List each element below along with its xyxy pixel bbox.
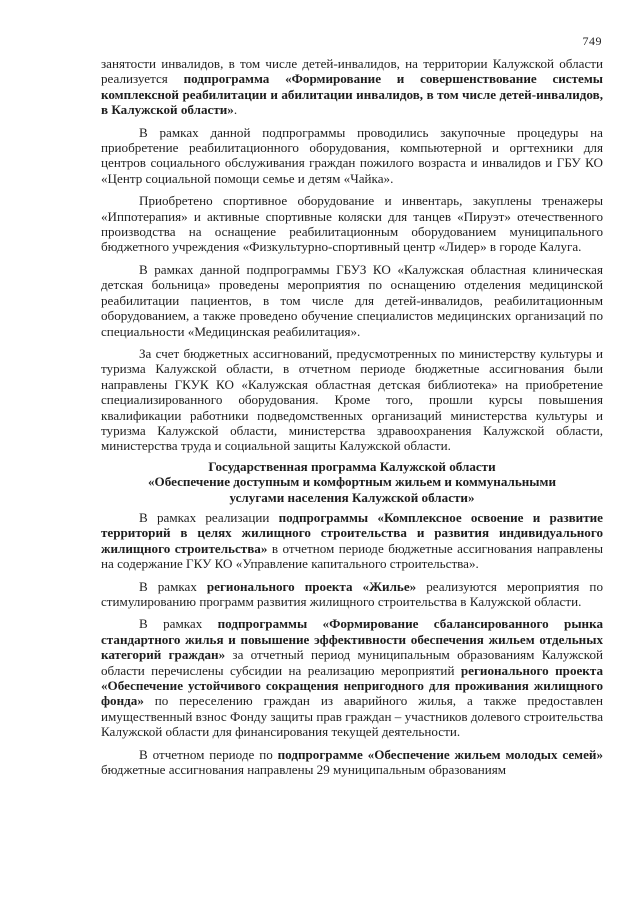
- paragraph-young-families: [101, 747, 603, 778]
- text-run: В рамках данной подпрограммы ГБУЗ КО «Калужская областная клиническая детская больница» проведены мероприятия по оснащению отделения медицинской реабилитации пациентов, в том числе для детей-инвалидов, реабилитационным оборудованием, а также проведено обучение специалистов медицинских организаций по специальности «Медицинская реабилитация».: [101, 261, 603, 339]
- heading-line: «Обеспечение доступным и комфортным жильем и коммунальными: [148, 474, 556, 490]
- paragraph-childrens-hospital: [101, 262, 603, 339]
- text-run: по переселению граждан из аварийного жилья, а также предоставлен имущественный взнос Фонду защиты прав граждан – участников долевого строительства Калужской области для финансирования текущей деятельности.: [101, 693, 603, 740]
- text-run: занятости инвалидов, в том числе детей-инвалидов, на территории Калужской области реализуется: [101, 56, 603, 87]
- paragraph-culture-ministry: [101, 346, 603, 454]
- bold-subprogram-rehabilitation: подпрограмма «Формирование и совершенствование системы комплексной реабилитации и абилитации инвалидов, в том числе детей-инвалидов, в Калужской области»: [101, 71, 604, 118]
- bold-regional-project-unfit-housing: регионального проекта «Обеспечение устойчивого сокращения непригодного для проживания жилищного фонда»: [101, 662, 603, 709]
- text-run: В рамках: [139, 616, 218, 632]
- paragraph-housing-market: [101, 616, 603, 739]
- bold-subprogram-territories: подпрограммы «Комплексное освоение и развитие территорий в целях жилищного строительства и развития индивидуального жилищного строительства»: [101, 509, 603, 556]
- text-run: бюджетные ассигнования направлены 29 муниципальным образованиям: [101, 762, 507, 778]
- text-run: В рамках реализации: [139, 509, 279, 525]
- text-run: В рамках данной подпрограммы проводились закупочные процедуры на приобретение реабилитационного оборудования, компьютерной и оргтехники для центров социального обслуживания граждан пожилого возраста и инвалидов и ГБУ КО «Центр социальной помощи семье и детям «Чайка».: [101, 124, 603, 186]
- section-heading-housing-program: [101, 459, 603, 505]
- paragraph-procurement: [101, 125, 603, 187]
- text-run: В отчетном периоде по: [139, 746, 278, 762]
- document-body: [101, 56, 603, 784]
- bold-regional-project-housing: регионального проекта «Жилье»: [206, 578, 417, 594]
- text-run: в отчетном периоде бюджетные ассигнования направлены на содержание ГКУ КО «Управление капитального строительства».: [101, 540, 603, 572]
- paragraph-disability-employment: [101, 56, 603, 118]
- text-run: В рамках: [139, 578, 207, 594]
- text-run: Приобретено спортивное оборудование и инвентарь, закуплены тренажеры «Иппотерапия» и активные спортивные коляски для танцев «Пируэт» отечественного производства на оснащение реабилитационным оборудованием муниципального бюджетного учреждения «Физкультурно-спортивный центр «Лидер» в городе Калуга.: [101, 193, 603, 255]
- text-run: реализуются мероприятия по стимулированию программ развития жилищного строительства в Калужской области.: [101, 578, 603, 609]
- bold-subprogram-housing-market: подпрограммы «Формирование сбалансированного рынка стандартного жилья и повышение эффективности обеспечения жильем отдельных категорий граждан»: [101, 616, 603, 663]
- text-run: за отчетный период муниципальным образованиям Калужской области перечислены субсидии на реализацию мероприятий: [101, 647, 603, 678]
- paragraph-sports-equipment: [101, 193, 603, 255]
- paragraph-territory-development: [101, 510, 603, 572]
- heading-line: услугами населения Калужской области»: [229, 489, 475, 505]
- page-number: 749: [582, 34, 602, 48]
- bold-subprogram-young-families: подпрограмме «Обеспечение жильем молодых семей»: [277, 746, 603, 762]
- paragraph-housing-project: [101, 579, 603, 610]
- text-run: .: [233, 102, 238, 118]
- text-run: За счет бюджетных ассигнований, предусмотренных по министерству культуры и туризма Калужской области, в отчетном периоде бюджетные ассигнования были направлены ГКУК КО «Калужская областная детская библиотека» на приобретение специализированного оборудования. Кроме того, прошли курсы повышения квалификации работники подведомственных организаций министерства культуры и туризма Калужской области, министерства здравоохранения Калужской области, министерства труда и социальной защиты Калужской области.: [101, 345, 603, 454]
- heading-line: Государственная программа Калужской области: [208, 458, 496, 474]
